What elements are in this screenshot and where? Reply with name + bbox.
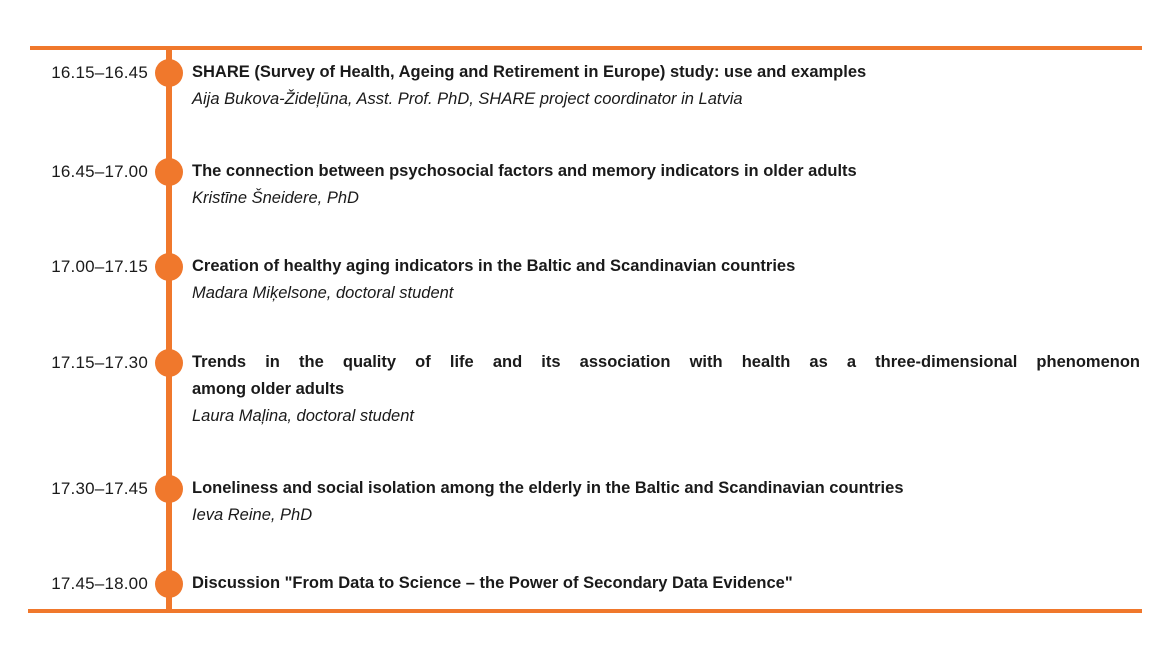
session-title [192, 158, 1140, 185]
session-speaker: Kristīne Šneidere, PhD [192, 189, 359, 207]
time-range-label: 16.15–16.45 [51, 63, 148, 82]
session-title-line: Trends in the quality of life and its association with health as a three-dimensional phenomenon [192, 353, 1140, 371]
session-title [192, 570, 1140, 597]
timeline-dot-icon [155, 253, 183, 281]
time-range-label: 17.15–17.30 [51, 353, 148, 372]
session-title-line: Loneliness and social isolation among the elderly in the Baltic and Scandinavian countries [192, 479, 904, 497]
timeline-dot-icon [155, 59, 183, 87]
session-title-line: Discussion "From Data to Science – the Power of Secondary Data Evidence" [192, 574, 793, 592]
timeline-dot-icon [155, 158, 183, 186]
session-speaker: Ieva Reine, PhD [192, 506, 313, 524]
session-speaker: Laura Maļina, doctoral student [192, 407, 414, 425]
session-title [192, 475, 1140, 502]
timeline-vertical-line [166, 46, 172, 613]
time-range-label: 16.45–17.00 [51, 162, 148, 181]
timeline-dot-icon [155, 349, 183, 377]
session-title-line: The connection between psychosocial factors and memory indicators in older adults [192, 162, 857, 180]
timeline-dot-icon [155, 475, 183, 503]
session-block [192, 253, 1140, 307]
time-range-label: 17.30–17.45 [51, 479, 148, 498]
session-title-line: Creation of healthy aging indicators in the Baltic and Scandinavian countries [192, 257, 796, 275]
session-title [192, 349, 1140, 403]
session-title [192, 59, 1140, 86]
bottom-border-line [28, 609, 1142, 613]
time-range-label: 17.00–17.15 [51, 257, 148, 276]
session-speaker: Aija Bukova-Žideļūna, Asst. Prof. PhD, SHARE project coordinator in Latvia [192, 90, 743, 108]
session-title-line: among older adults [192, 380, 345, 398]
top-border-line [30, 46, 1142, 50]
session-speaker: Madara Miķelsone, doctoral student [192, 284, 454, 302]
session-title-line: SHARE (Survey of Health, Ageing and Retirement in Europe) study: use and examples [192, 63, 867, 81]
timeline-dot-icon [155, 570, 183, 598]
session-block [192, 570, 1140, 597]
time-range-label: 17.45–18.00 [51, 574, 148, 593]
session-block [192, 475, 1140, 529]
session-block [192, 349, 1140, 430]
session-block [192, 59, 1140, 113]
session-block [192, 158, 1140, 212]
session-title [192, 253, 1140, 280]
